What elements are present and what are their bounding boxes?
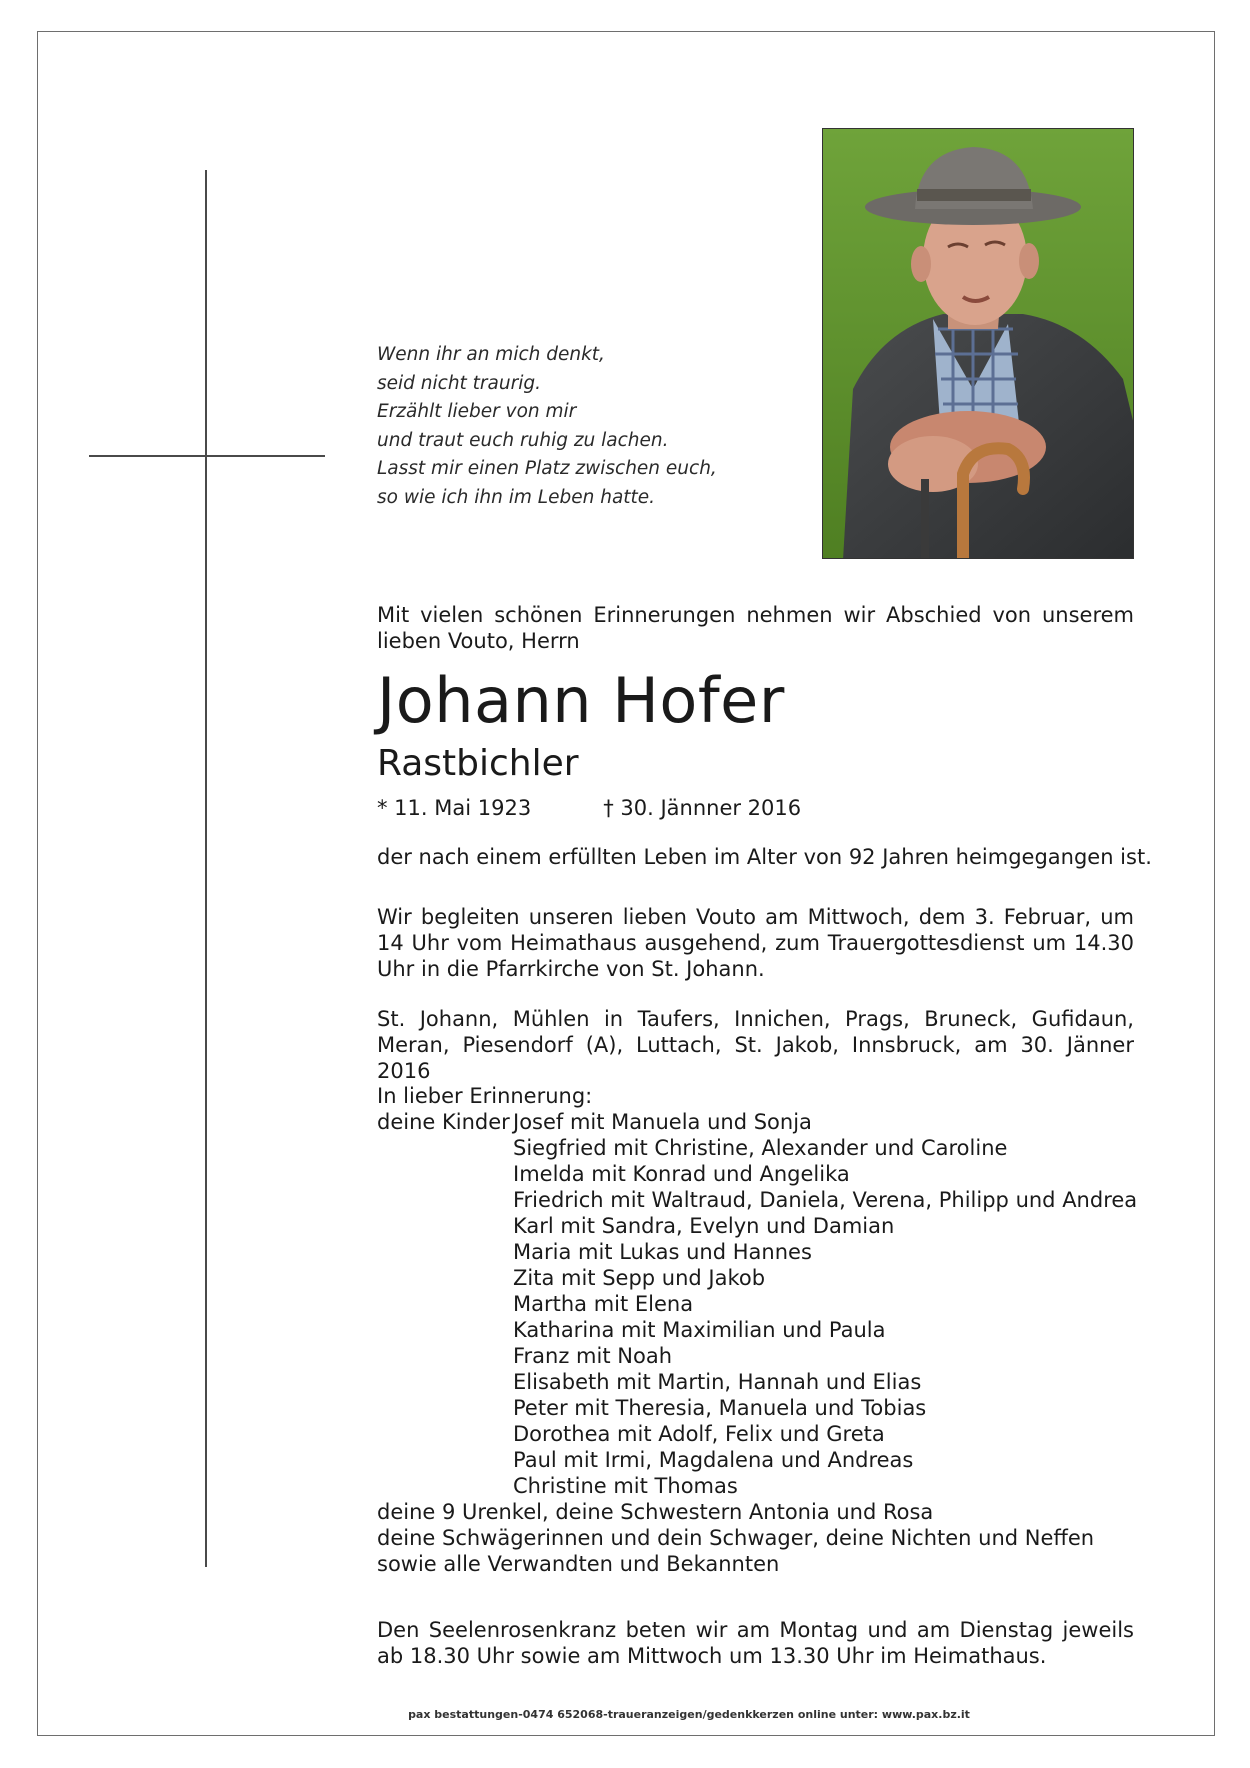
child-entry: Karl mit Sandra, Evelyn und Damian — [513, 1214, 895, 1238]
child-entry: Christine mit Thomas — [513, 1474, 738, 1498]
child-entry: Siegfried mit Christine, Alexander und Caroline — [513, 1136, 1008, 1160]
child-entry: Zita mit Sepp und Jakob — [513, 1266, 766, 1290]
child-entry: Josef mit Manuela und Sonja — [513, 1110, 812, 1134]
poem-line: Erzählt lieber von mir — [377, 401, 577, 422]
death-date: † 30. Jännner 2016 — [603, 796, 802, 820]
mourners-heading: In lieber Erinnerung: — [377, 1084, 593, 1108]
children-label: deine Kinder — [377, 1110, 510, 1134]
poem-line: Wenn ihr an mich denkt, — [377, 344, 605, 365]
footer-contact: pax bestattungen-0474 652068-traueranzeigen/gedenkkerzen online unter: www.pax.bz.it — [408, 1708, 970, 1721]
other-mourners: deine 9 Urenkel, deine Schwestern Antonia und Rosa — [377, 1500, 934, 1524]
child-entry: Friedrich mit Waltraud, Daniela, Verena, Philipp und Andrea — [513, 1188, 1138, 1212]
other-mourners: deine Schwägerinnen und dein Schwager, deine Nichten und Neffen — [377, 1526, 1095, 1550]
cross-horizontal-bar — [89, 455, 325, 457]
deceased-nickname: Rastbichler — [377, 743, 579, 784]
children-list — [513, 1109, 1137, 1499]
rosary-info: Den Seelenrosenkranz beten wir am Montag und am Dienstag jeweils ab 18.30 Uhr sowie am Mittwoch um 13.30 Uhr im Heimathaus. — [377, 1618, 1134, 1668]
life-dates — [377, 795, 1134, 821]
children-block — [377, 1109, 1138, 1499]
child-entry: Elisabeth mit Martin, Hannah und Elias — [513, 1370, 922, 1394]
cross-vertical-bar — [205, 170, 207, 1567]
poem-line: seid nicht traurig. — [377, 372, 541, 394]
child-entry: Katharina mit Maximilian und Paula — [513, 1318, 886, 1342]
child-entry: Imelda mit Konrad und Angelika — [513, 1162, 850, 1186]
child-entry: Martha mit Elena — [513, 1292, 694, 1316]
memorial-poem — [377, 341, 717, 512]
birth-date: * 11. Mai 1923 — [377, 796, 532, 820]
child-entry: Dorothea mit Adolf, Felix und Greta — [513, 1422, 885, 1446]
funeral-info: Wir begleiten unseren lieben Vouto am Mittwoch, dem 3. Februar, um 14 Uhr vom Heimathaus ausgehend, zum Trauergottesdienst um 14.30 Uhr in die Pfarrkirche von St. Johann. — [377, 905, 1134, 981]
child-entry: Paul mit Irmi, Magdalena und Andreas — [513, 1448, 914, 1472]
poem-line: so wie ich ihn im Leben hatte. — [377, 486, 656, 508]
mourners-list — [377, 1083, 1138, 1577]
other-mourners: sowie alle Verwandten und Bekannten — [377, 1552, 780, 1576]
deceased-name: Johann Hofer — [377, 664, 785, 737]
child-entry: Maria mit Lukas und Hannes — [513, 1240, 812, 1264]
intro-text: Mit vielen schönen Erinnerungen nehmen wir Abschied von unserem lieben Vouto, Herrn — [377, 603, 1134, 653]
child-entry: Franz mit Noah — [513, 1344, 672, 1368]
child-entry: Peter mit Theresia, Manuela und Tobias — [513, 1396, 927, 1420]
portrait-photo — [822, 128, 1134, 559]
poem-line: und traut euch ruhig zu lachen. — [377, 429, 669, 451]
poem-line: Lasst mir einen Platz zwischen euch, — [377, 458, 717, 479]
age-text: der nach einem erfüllten Leben im Alter von 92 Jahren heimgegangen ist. — [377, 845, 1152, 869]
places-and-date: St. Johann, Mühlen in Taufers, Innichen, Prags, Bruneck, Gufidaun, Meran, Piesendorf (A), Luttach, St. Jakob, Innsbruck, am 30. Jänner 2016 — [377, 1007, 1134, 1083]
